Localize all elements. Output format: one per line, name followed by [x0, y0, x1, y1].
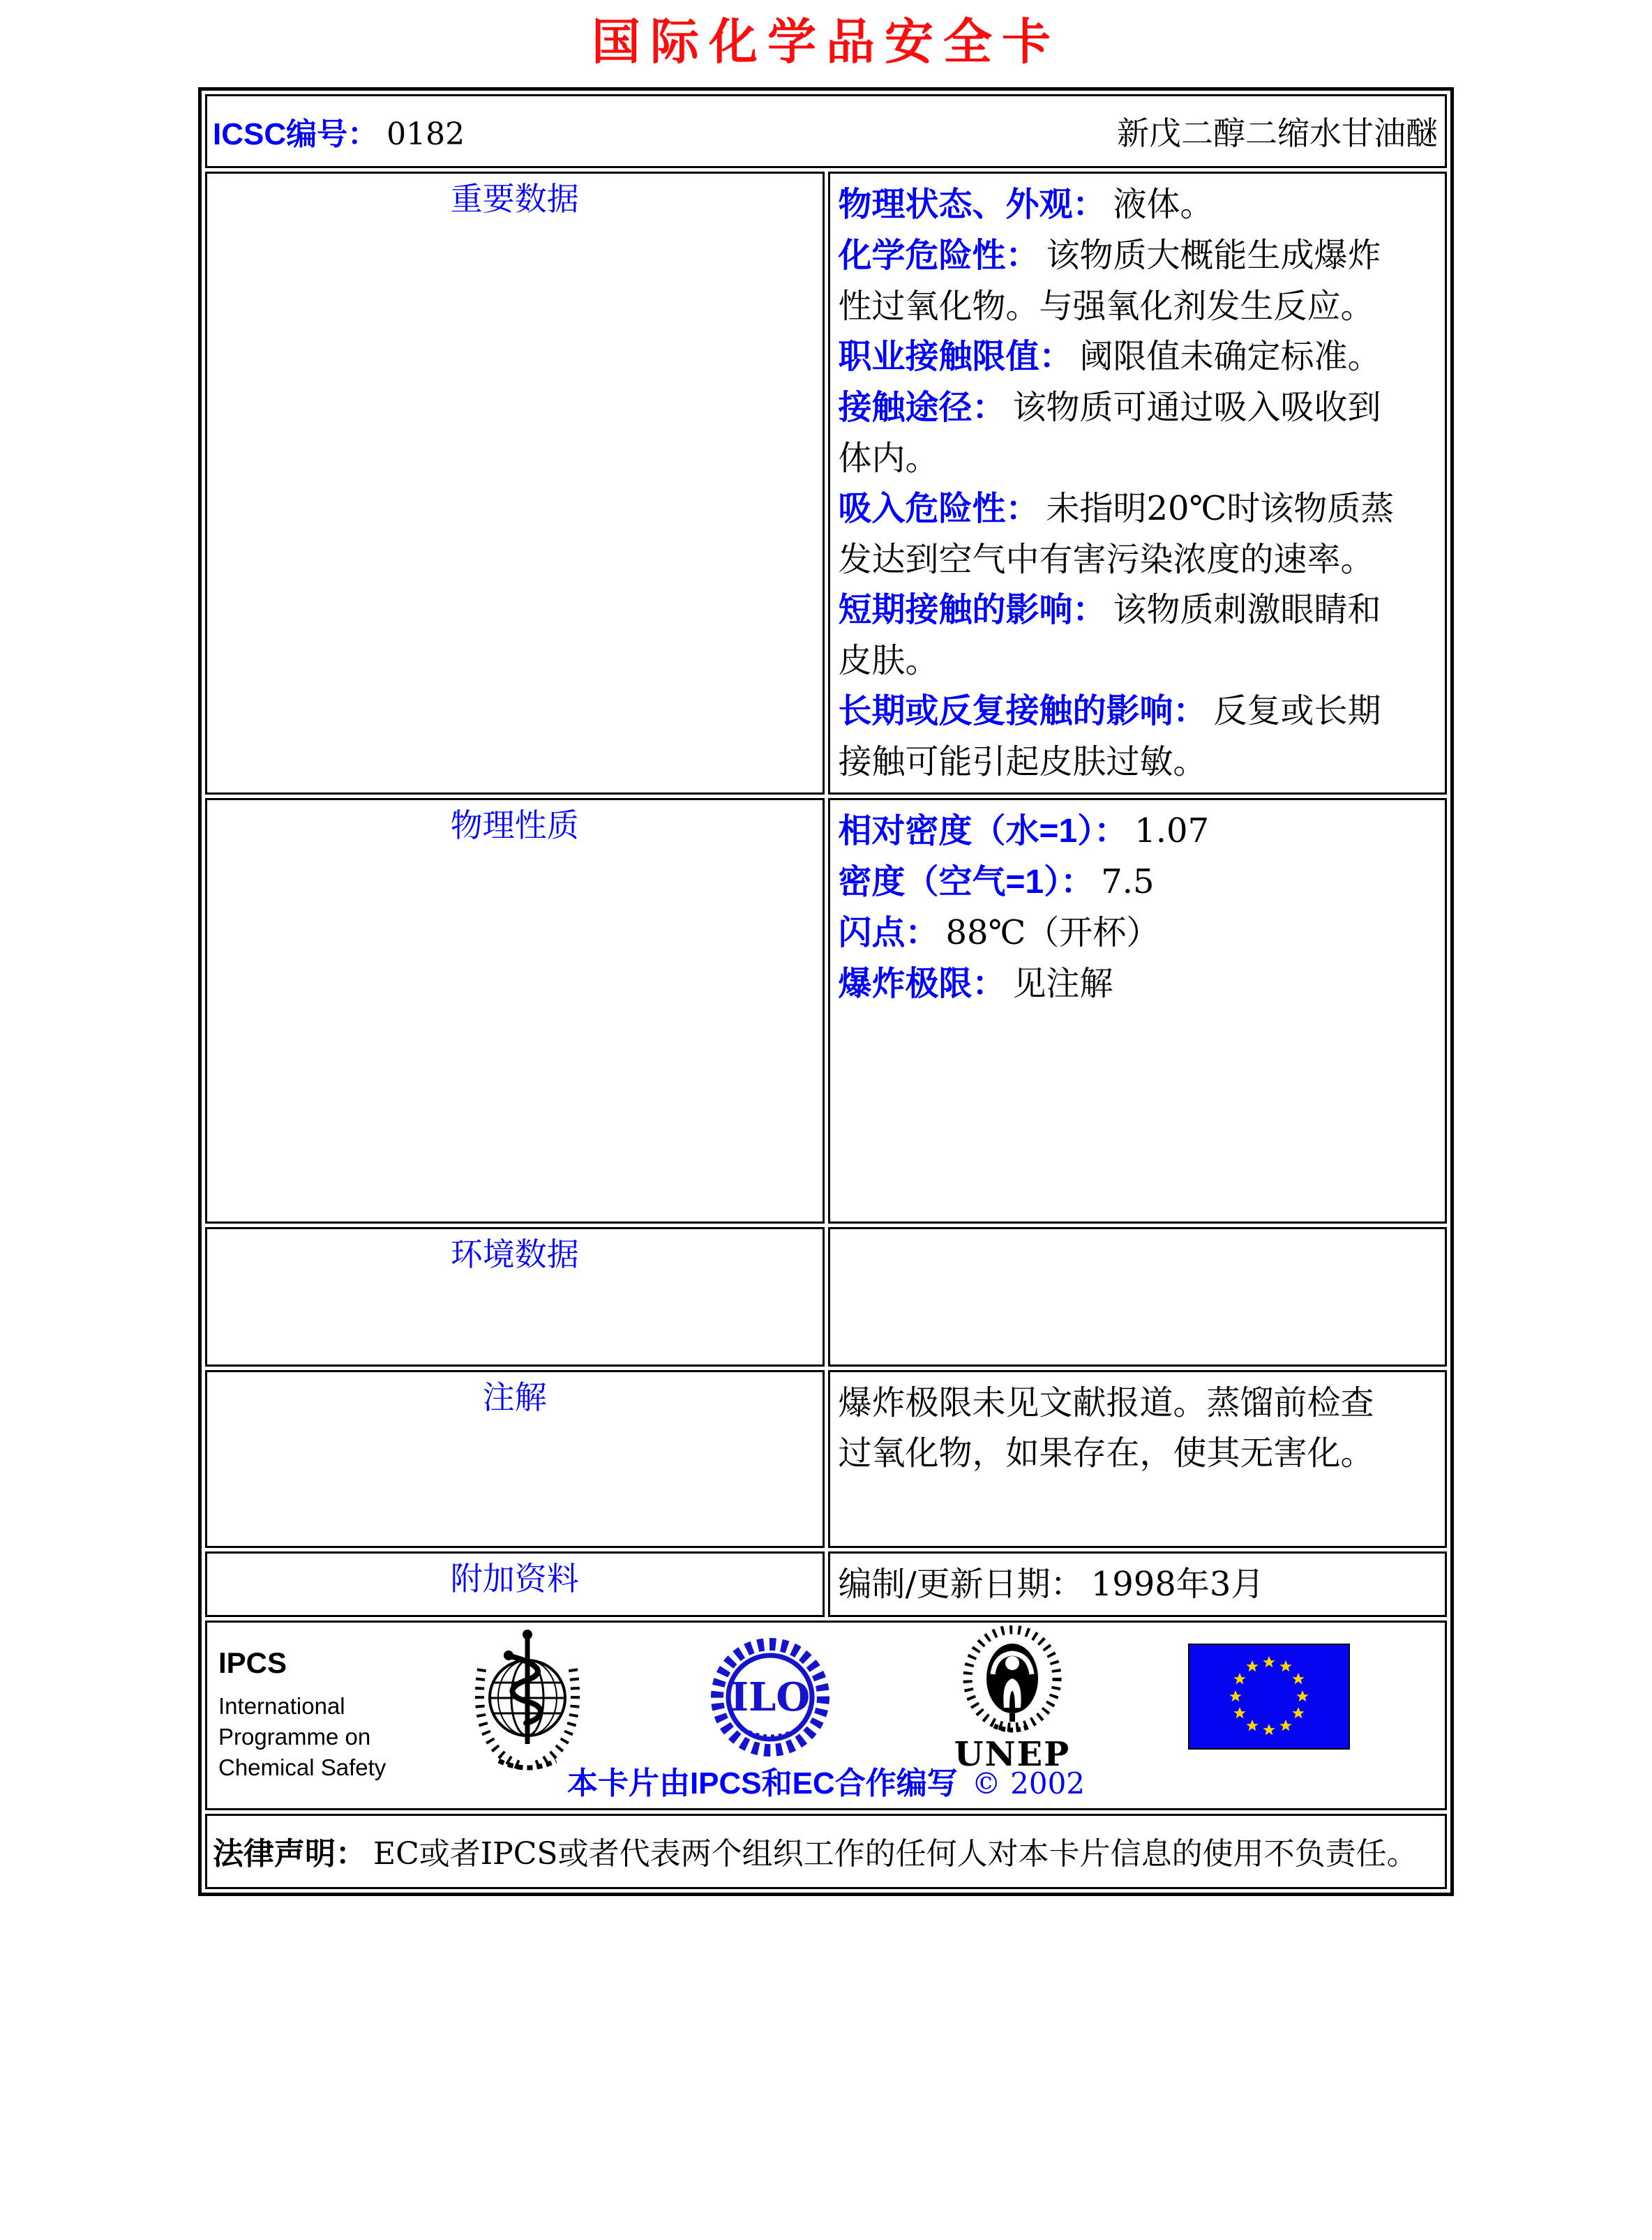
who-logo [463, 1627, 592, 1772]
additional-info-content [828, 1551, 1448, 1617]
field-long-term-effects: 长期或反复接触的影响： 反复或长期接触可能引起皮肤过敏。 [838, 691, 1381, 781]
legal-row [205, 1814, 1447, 1889]
ipcs-title: IPCS [218, 1646, 287, 1679]
update-date-value: 1998年3月 [1090, 1564, 1265, 1604]
additional-info-row [205, 1551, 1447, 1617]
page-title: 国际化学品安全卡 [592, 13, 1060, 70]
additional-info-label: 附加资料 [205, 1551, 825, 1617]
unep-logo [944, 1625, 1081, 1772]
icsc-number-value: 0182 [386, 116, 465, 152]
ipcs-line-1: International [218, 1692, 345, 1719]
important-data-label: 重要数据 [205, 172, 825, 795]
legal-text: EC或者IPCS或者代表两个组织工作的任何人对本卡片信息的使用不负责任。 [373, 1835, 1418, 1872]
important-data-row [205, 172, 1447, 795]
copyright-text: © 2002 [971, 1766, 1086, 1801]
field-physical-state: 物理状态、外观： 液体。 [838, 184, 1214, 224]
unep-emblem [947, 1625, 1078, 1736]
field-explosive-limits: 爆炸极限： 见注解 [838, 963, 1113, 1003]
ilo-logo [704, 1631, 836, 1764]
header-row [205, 94, 1447, 168]
important-data-content [828, 172, 1448, 795]
caption-text: 本卡片由IPCS和EC合作编写 [566, 1766, 958, 1801]
unep-letters: UNEP [954, 1734, 1071, 1774]
card-header [207, 96, 1445, 166]
legal-label: 法律声明： [213, 1836, 366, 1871]
notes-row [205, 1370, 1447, 1548]
icsc-number-group [213, 109, 465, 153]
eu-flag-logo [1188, 1644, 1350, 1750]
logos-row [205, 1621, 1447, 1810]
field-flash-point: 闪点： 88℃（开杯） [838, 912, 1160, 952]
physical-properties-content [828, 798, 1448, 1224]
update-date-label: 编制/更新日期： [838, 1564, 1084, 1604]
field-occupational-limit: 职业接触限值： 阈限值未确定标准。 [838, 336, 1381, 376]
field-relative-density: 相对密度（水=1）： 1.07 [838, 811, 1210, 850]
environmental-data-label: 环境数据 [205, 1227, 825, 1367]
chemical-name: 新戊二醇二缩水甘油醚 [1117, 114, 1438, 152]
field-exposure-route: 接触途径： 该物质可通过吸入吸收到体内。 [838, 387, 1381, 478]
physical-properties-row [205, 798, 1447, 1224]
field-chemical-danger: 化学危险性： 该物质大概能生成爆炸性过氧化物。与强氧化剂发生反应。 [838, 235, 1381, 326]
icsc-number-label: ICSC编号： [213, 116, 379, 151]
cooperation-caption [207, 1758, 1445, 1803]
notes-content: 爆炸极限未见文献报道。蒸馏前检查过氧化物，如果存在，使其无害化。 [828, 1370, 1448, 1548]
environmental-data-content [828, 1227, 1448, 1367]
field-inhalation-risk: 吸入危险性： 未指明20℃时该物质蒸发达到空气中有害污染浓度的速率。 [838, 488, 1395, 579]
icsc-card-table [198, 87, 1454, 1896]
field-vapor-density: 密度（空气=1）： 7.5 [838, 862, 1155, 901]
notes-label: 注解 [205, 1370, 825, 1548]
ipcs-line-3: Chemical Safety [218, 1754, 386, 1780]
ilo-letters: ILO [730, 1674, 811, 1720]
environmental-data-row [205, 1227, 1447, 1367]
ipcs-line-2: Programme on [218, 1723, 371, 1750]
physical-properties-label: 物理性质 [205, 798, 825, 1224]
legal-notice [207, 1816, 1445, 1886]
field-short-term-effects: 短期接触的影响： 该物质刺激眼睛和皮肤。 [838, 589, 1381, 680]
